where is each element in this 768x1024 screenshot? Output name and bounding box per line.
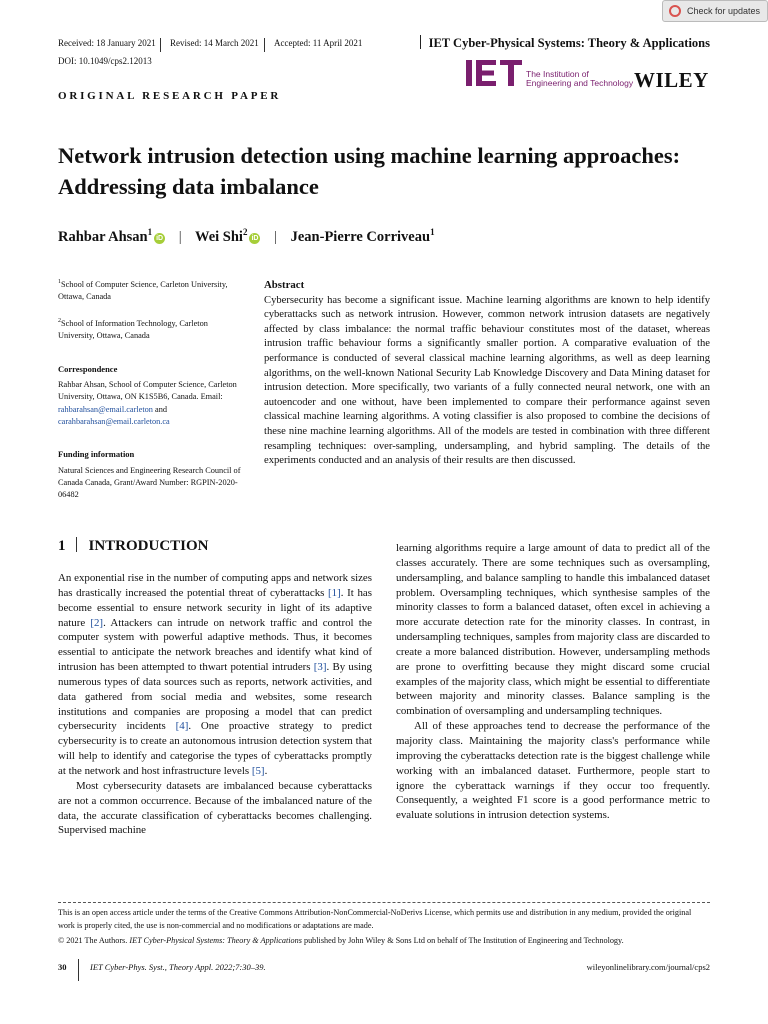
update-icon — [669, 5, 681, 17]
citation-link[interactable]: [2] — [90, 616, 104, 629]
section-heading: 1 INTRODUCTION — [58, 538, 209, 554]
email-link[interactable]: carahbarahsan@email.carleton.ca — [58, 416, 170, 426]
funding-information: Funding information Natural Sciences and Engineering Research Council of Canada Canada, Grant/Award Number: RGPIN-2020-06482 — [58, 449, 241, 500]
check-for-updates-button[interactable] — [662, 0, 768, 22]
divider — [264, 38, 265, 52]
journal-url[interactable]: wileyonlinelibrary.com/journal/cps2 — [586, 962, 710, 972]
paragraph: Most cybersecurity datasets are imbalanced because cyberattacks are not a common occurrence. Because of the imbalanced nature of the data, the accurate classification of cyberattacks becomes challenging. Supervised machine — [58, 779, 372, 837]
citation: IET Cyber-Phys. Syst., Theory Appl. 2022;7:30–39. — [90, 962, 266, 972]
iet-name: The Institution of Engineering and Technology — [526, 69, 634, 88]
citation-link[interactable]: [4] — [175, 720, 189, 733]
citation-link[interactable]: [1] — [328, 586, 341, 599]
paragraph: An exponential rise in the number of computing apps and network sizes has drastically increased the potential threat of cyberattacks [1]. It has become essential to ensure network security in light of its adaptive nature [2]. Attackers can intrude on network traffic and control the computer system with powerful adaptive methods. Thus, it becomes essential to anticipate the network breaches and identify what kind of intrusion has been attempted to thwart potential intruders [3]. By using numerous types of data sources such as reports, network activities, and data gathered from social media and websites, some research institutions and companies are proposing a model that can predict cybersecurity incidents [4]. One proactive strategy to predict cybersecurity is to create an autonomous intrusion detection system that will help to identify and categorise the types of cyberattacks promptly at the network and host infrastructure levels [5]. — [58, 572, 373, 777]
page-number: 30 — [58, 962, 67, 972]
received-date: Received: 18 January 2021 — [58, 38, 156, 48]
article-title: Network intrusion detection using machine learning approaches: Addressing data imbalance — [58, 143, 681, 199]
author-name: Wei Shi — [195, 228, 243, 245]
correspondence: Correspondence Rahbar Ahsan, School of Computer Science, Carleton University, Ottawa, ON K1S5B6, Canada. Email: rahbarahsan@email.carleton and carahbarahsan@email.carleton.ca — [58, 363, 237, 426]
orcid-icon[interactable]: iD — [251, 234, 259, 242]
abstract — [264, 278, 710, 469]
journal-title: IET Cyber-Physical Systems: Theory & Applications — [420, 35, 710, 51]
paragraph: learning algorithms require a large amount of data to predict all of the classes accurately. There are some techniques such as oversampling, undersampling, and balance sampling to handle this imbalanced dataset problem. Oversampling techniques, which synthesise samples of the minority classes to form a balanced dataset, often excel in achieving a more accurate detection rate for the minority classes. In contrast, in undersampling techniques, samples from majority class are discarded to create a more balanced distribution. However, undersampling methods are prone to overfitting because they might discard some crucial examples of the majority class, which might be essential to differentiate between majority and minority classes. Balance sampling is the combination of oversampling and undersampling techniques. — [396, 542, 710, 718]
copyright: © 2021 The Authors. IET Cyber-Physical Systems: Theory & Applications published by John Wiley & Sons Ltd on behalf of The Institution of Engineering and Technology. — [58, 936, 624, 945]
check-for-updates-label: Check for updates — [687, 6, 761, 16]
affiliation: $^1$School of Computer Science, Carleton University, Ottawa, Canada — [58, 279, 228, 302]
citation-link[interactable]: [3] — [313, 661, 327, 674]
author-name: Jean-Pierre Corriveau — [290, 228, 431, 245]
doi: DOI: 10.1049/cps2.12013 — [58, 56, 152, 66]
author-name: Rahbar Ahsan — [58, 228, 148, 245]
wiley-logo: WILEY — [634, 68, 709, 92]
svg-text:IET: IET — [466, 58, 468, 59]
citation-link[interactable]: [5] — [251, 764, 265, 777]
divider — [160, 38, 161, 52]
article-type: ORIGINAL RESEARCH PAPER — [58, 90, 282, 102]
paragraph: All of these approaches tend to decrease the performance of the majority class. Maintaining the majority class's performance while improving the cyberattacks detection rate is the biggest challenge while working with an imbalanced dataset. Furthermore, people start to ignore the cyberattack warnings if they occur too frequently. Consequently, a weighted F1 score is a good performance metric to evaluate solutions in intrusion detection systems. — [396, 720, 710, 822]
orcid-icon[interactable]: iD — [156, 234, 164, 242]
revised-date: Revised: 14 March 2021 — [170, 38, 259, 48]
accepted-date: Accepted: 11 April 2021 — [274, 38, 363, 48]
abstract-text: Cybersecurity has become a significant issue. Machine learning algorithms are known to help identify cyberattacks such as network intrusion. However, common network intrusion datasets are negatively affected by class imbalance: the normal traffic behaviour constitutes most of the dataset, whereas intrusion traffic behaviour forms a significantly smaller portion. A comparative evaluation of the performance is conducted of several classical machine learning algorithms, as well as deep learning algorithms, on the well-known National Security Lab Knowledge Discovery and Data Mining dataset for intrusion detection. More specifically, two variants of a fully connected neural network, one with an autoencoder and one without, have been implemented to compare their performance against seven classical machine learning algorithms. A voting classifier is also proposed to combine the decisions of these nine machine learning algorithms. All of the models are tested in combination with three different resampling techniques: over-sampling, undersampling, and hybrid sampling. The details of the experiments conducted and an analysis of their results are then discussed. — [264, 294, 710, 467]
body-column-right — [396, 541, 710, 823]
iet-logo-icon — [466, 58, 526, 88]
divider — [58, 902, 710, 903]
author-list: Rahbar Ahsan$^1$iD | Wei Shi$^2$iD | Jean-Pierre Corriveau$^1$ — [58, 227, 435, 245]
body-column-left — [58, 571, 372, 838]
affiliation: $^2$School of Information Technology, Carleton University, Ottawa, Canada — [58, 318, 208, 341]
affiliation-sidebar — [58, 276, 246, 513]
license-text: This is an open access article under the terms of the Creative Commons Attribution-NonCommercial-NoDerivs License, which permits use and distribution in any medium, provided the original work is properly cited, the use is non-commercial and no modifications or adaptations are made. — [58, 908, 692, 930]
abstract-heading: Abstract — [264, 279, 305, 291]
email-link[interactable]: rahbarahsan@email.carleton — [58, 404, 153, 414]
